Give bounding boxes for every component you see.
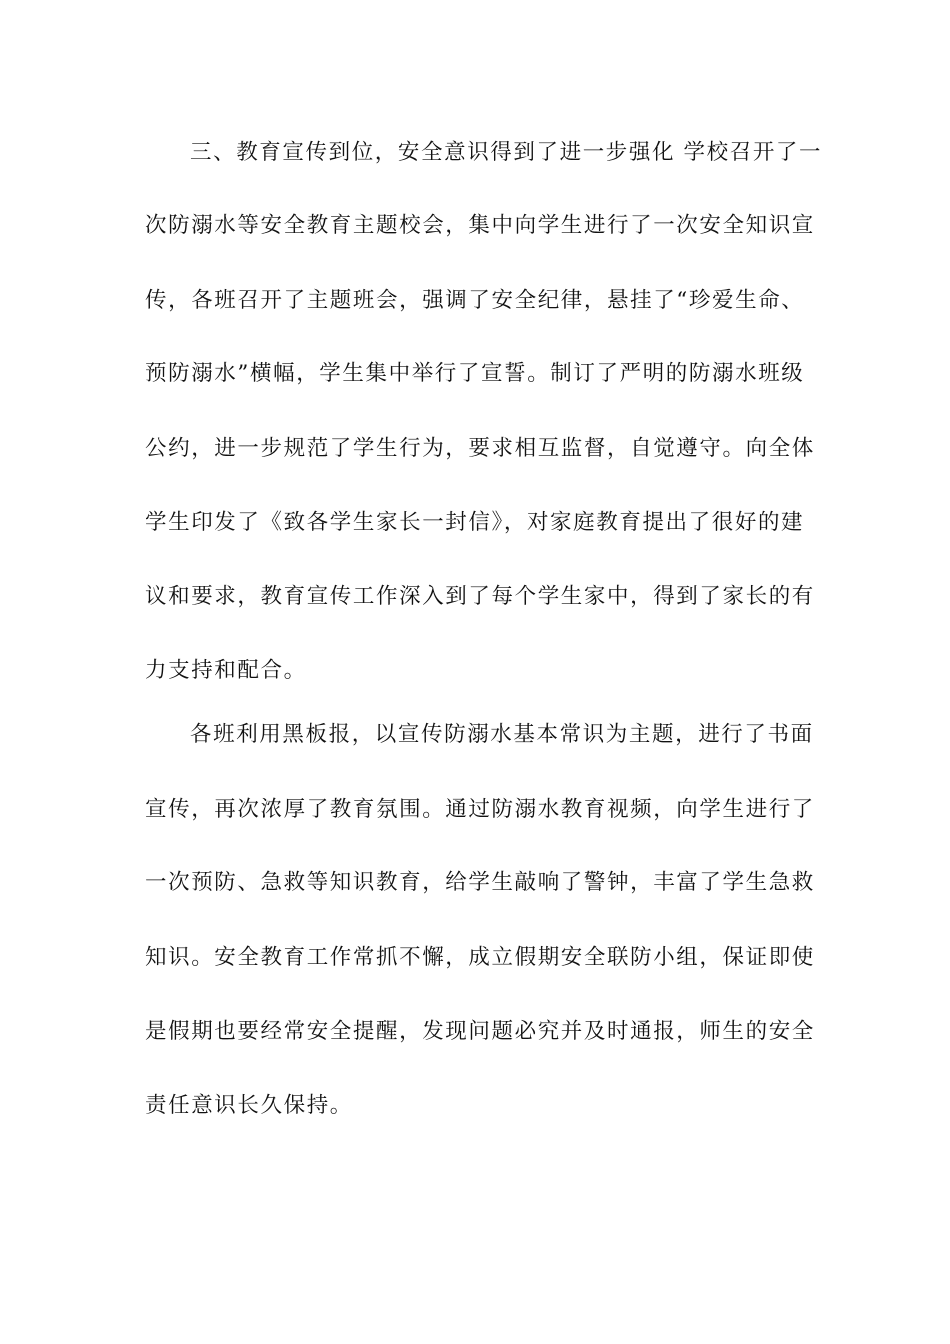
paragraph-1-line-6: 学生印发了《致各学生家长一封信》，对家庭教育提出了很好的建 [145,510,805,535]
paragraph-2-line-3: 一次预防、急救等知识教育，给学生敲响了警钟，丰富了学生急救 [145,870,815,895]
paragraph-2-line-4: 知识。安全教育工作常抓不懈，成立假期安全联防小组，保证即使 [145,945,815,970]
paragraph-1-line-3: 传，各班召开了主题班会，强调了安全纪律，悬挂了“珍爱生命、 [145,288,805,313]
paragraph-1-line-4: 预防溺水”横幅，学生集中举行了宣誓。制订了严明的防溺水班级 [145,361,805,386]
paragraph-2-line-1: 各班利用黑板报，以宣传防溺水基本常识为主题，进行了书面 [190,722,814,747]
paragraph-1-line-2: 次防溺水等安全教育主题校会，集中向学生进行了一次安全知识宣 [145,213,815,238]
paragraph-1-line-5: 公约，进一步规范了学生行为，要求相互监督，自觉遵守。向全体 [145,436,815,461]
paragraph-2-line-6: 责任意识长久保持。 [145,1093,353,1118]
paragraph-2-line-2: 宣传，再次浓厚了教育氛围。通过防溺水教育视频，向学生进行了 [145,797,815,822]
paragraph-2-line-5: 是假期也要经常安全提醒，发现问题必究并及时通报，师生的安全 [145,1019,815,1044]
paragraph-1-line-8: 力支持和配合。 [145,658,307,683]
paragraph-1-line-1: 三、教育宣传到位，安全意识得到了进一步强化 学校召开了一 [190,140,823,165]
paragraph-1-line-7: 议和要求，教育宣传工作深入到了每个学生家中，得到了家长的有 [145,584,815,609]
